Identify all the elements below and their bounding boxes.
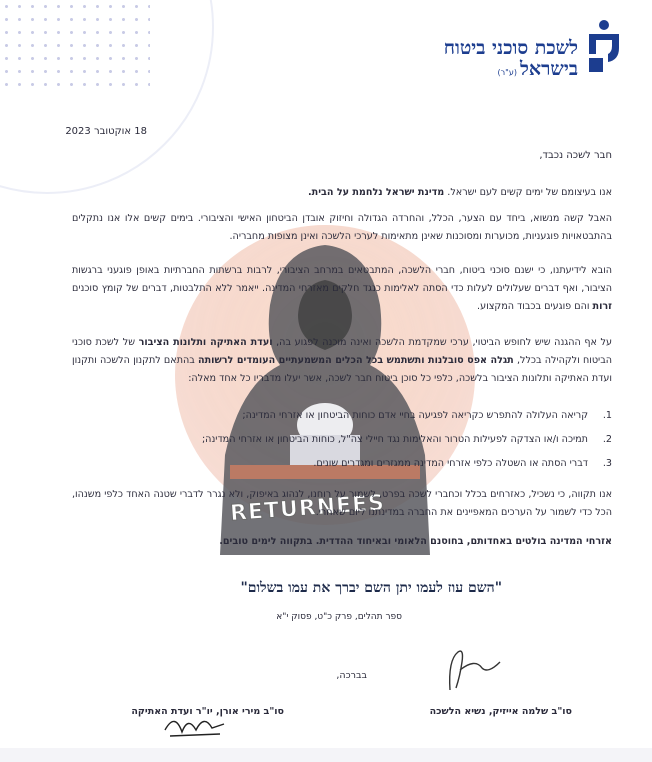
paragraph-1 xyxy=(72,184,612,202)
closing-regards: בברכה, xyxy=(336,670,367,681)
decorative-dot-pattern xyxy=(0,0,150,95)
paragraph-6-emphasis-b: ובאיחוד ההדדית. בתקווה לימים טובים. xyxy=(219,536,392,547)
paragraph-1-emphasis: מדינת ישראל נלחמת על הבית. xyxy=(308,187,445,198)
paragraph-3-emphasis: זרות xyxy=(592,301,612,312)
quote-source: ספר תהלים, פרק כ"ט, פסוק י"א xyxy=(276,612,402,622)
org-name-line1: לשכת סוכני ביטוח xyxy=(443,37,578,59)
list-item xyxy=(72,428,612,452)
signature-president-icon xyxy=(430,640,510,700)
paragraph-4 xyxy=(72,334,612,388)
list-item-text: קריאה העלולה להתפרש כקריאה לפגיעה בחיי אדם כוחות הביטחון או אזרחי המדינה; xyxy=(242,410,588,421)
org-name-suffix: (ע"ר) xyxy=(497,68,517,77)
list-item-text: תמיכה ו/או הצדקה לפעילות הטרור והאלימות נגד חיילי צה"ל, כוחות הביטחון או אזרחי המדינה; xyxy=(201,434,588,445)
overlay-watermark-text: RETURNEES xyxy=(229,490,386,527)
list-item xyxy=(72,404,612,428)
paragraph-6 xyxy=(72,533,612,551)
paragraph-4-emphasis-b: ועדת האתיקה ותלונות הציבור xyxy=(138,337,273,348)
paragraph-5: אנו תקווה, כי נשכיל, כאזרחים בכלל וכחברי לשכה בפרט, לשמור על רוחנו, לנהוג באיפוק, ולא נגרר לדברי שטנה האחד כלפי משנהו, הכל כדי לשמור על הערכים המאפיינים את החברה במדינתנו ליום שאחרי. xyxy=(72,489,612,518)
organization-logo xyxy=(402,18,622,88)
letter-date: 18 אוקטובר 2023 xyxy=(65,126,147,137)
org-name xyxy=(444,38,578,80)
list-item xyxy=(72,452,612,476)
paragraph-1-text: אנו בעיצומם של ימים קשים לעם ישראל. xyxy=(444,187,612,198)
page-bottom-edge xyxy=(0,748,652,762)
numbered-list xyxy=(72,404,612,476)
org-name-line2: בישראל xyxy=(519,58,578,80)
paragraph-3-text-c: והם פוגעים בכבוד המקצוע. xyxy=(477,301,593,312)
paragraph-2: האבל קשה מנשוא, ביחד עם הצער, הכלל, והחרדה הגדולה וחיזוק אובדן הביטחון האישי והציבורי. בימים קשים אלו אנו נתקלים בהתבטאויות פוגעניות, מכוערות ומסוכנות שאינן מתאימות לערכי הלשכה ואינן מצופות מחבריה. xyxy=(72,213,612,242)
paragraph-6-emphasis-a: אזרחי המדינה בולטים באחדותם, בחוסנם הלאומי xyxy=(391,536,612,547)
list-item-number: 1. xyxy=(602,410,612,421)
list-item-number: 3. xyxy=(602,458,612,469)
paragraph-3 xyxy=(72,262,612,316)
closing-quote: "השם עוז לעמו יתן השם יברך את עמו בשלום" xyxy=(240,580,502,596)
salutation: חבר לשכה נכבד, xyxy=(539,150,612,161)
paragraph-4-text-c: של לשכת סוכני הביטוח ולקהילה בכלל, xyxy=(72,337,613,366)
signer-ethics-chair: סו"ב מירי אורן, יו"ר ועדת האתיקה xyxy=(131,706,284,717)
paragraph-3-text-a: הובא לידיעתנו, כי ישנם סוכני ביטוח, חברי הלשכה, המתבטאים במרחב הציבורי, לרבות ברשתות החברתיות באופן פוגעני ברגשות הציבור, ואף דברים שעלולים לעלות כדי הסתה לאלימות כנגד חלקים מאזרחי המדינה. ייאמר ללא התלבטות, דברים של קומץ סוכנים xyxy=(72,265,612,294)
list-item-text: דברי הסתה או השטלה כלפי אזרחי המדינה ממגזרים ומגדרים שונים. xyxy=(313,458,588,469)
list-item-number: 2. xyxy=(602,434,612,445)
paragraph-4-text-a: על אף ההגנה שיש לחופש הביטוי, ערכי שמקדמת הלשכה ואינה מוכנה לפגוע בה, xyxy=(272,337,612,348)
signer-president: סו"ב שלמה אייזיק, נשיא הלשכה xyxy=(429,706,572,717)
paragraph-4-text-e: בהתאם לתקנון הלשכה ותקנון ועדת האתיקה ותלונות הציבור בלשכה, כלפי כל סוכן ביטוח חבר לשכה, אשר יעלו מדבריו כל אחד מאלה: xyxy=(72,355,612,384)
paragraph-4-emphasis-d: תגלה אפס סובלנות ותשתמש בכל הכלים המשמעתיים העומדים לרשותה xyxy=(198,355,514,366)
org-logo-icon xyxy=(586,18,622,76)
